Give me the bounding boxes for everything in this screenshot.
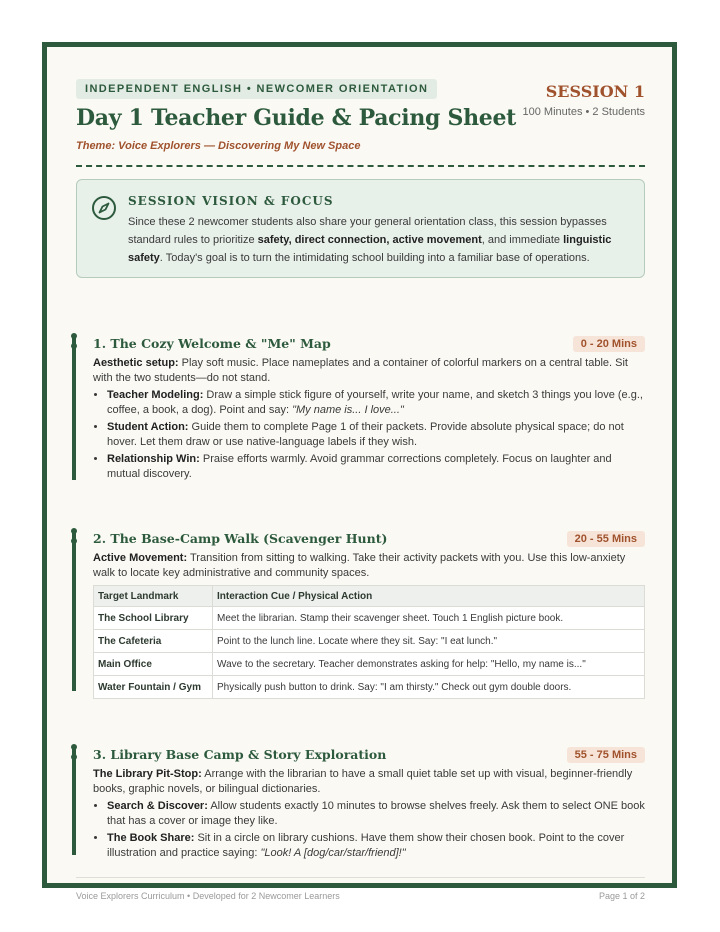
landmark-cell: The School Library [94, 607, 213, 630]
section-lead: The Library Pit-Stop: Arrange with the librarian to have a small quiet table set up with visual, beginner-friendly books, graphic novels, or bilingual dictionaries. [93, 768, 633, 795]
bullet-item: • Teacher Modeling: Draw a simple stick figure of yourself, write your name, and sketch 3 things you love (e.g., coffee, a book, a dog). Point and say: "My name is... I love..." [107, 388, 647, 417]
landmark-cell: Water Fountain / Gym [94, 676, 213, 699]
footer-divider [76, 877, 645, 878]
section-bullets [93, 388, 647, 484]
section-accent-bar [72, 336, 76, 480]
section-marker [71, 744, 77, 764]
header-divider [76, 165, 645, 167]
landmark-cell: The Cafeteria [94, 630, 213, 653]
bullet-item: • The Book Share: Sit in a circle on library cushions. Have them show their chosen book. Point to the cover illustration and practice saying: "Look! A [dog/car/star/friend]!" [107, 831, 647, 860]
theme-subtitle: Theme: Voice Explorers — Discovering My New Space [76, 140, 361, 152]
landmark-table [93, 585, 645, 699]
vision-box [76, 179, 645, 278]
time-badge: 20 - 55 Mins [567, 531, 645, 547]
section-accent-bar [72, 531, 76, 691]
session-meta: 100 Minutes • 2 Students [522, 106, 645, 118]
landmark-cell: Main Office [94, 653, 213, 676]
section-lead: Active Movement: Transition from sitting to walking. Take their activity packets with you. Use this low-anxiety walk to locate key administrative and community spaces. [93, 552, 626, 579]
time-badge: 0 - 20 Mins [573, 336, 645, 352]
section-title: 2. The Base-Camp Walk (Scavenger Hunt) [93, 531, 388, 546]
action-cell: Physically push button to drink. Say: "I am thirsty." Check out gym double doors. [213, 676, 645, 699]
bullet-item: • Student Action: Guide them to complete Page 1 of their packets. Provide absolute physical space; do not hover. Let them draw or use native-language labels if they wish. [107, 420, 647, 449]
table-row [94, 676, 645, 699]
footer-credit: Voice Explorers Curriculum • Developed for 2 Newcomer Learners [76, 891, 340, 901]
page-content [76, 79, 645, 901]
table-row [94, 607, 645, 630]
action-cell: Wave to the secretary. Teacher demonstrates asking for help: "Hello, my name is..." [213, 653, 645, 676]
session-label: SESSION 1 [545, 82, 645, 101]
column-header: Interaction Cue / Physical Action [213, 586, 645, 607]
action-cell: Meet the librarian. Stamp their scavenger sheet. Touch 1 English picture book. [213, 607, 645, 630]
section-marker [71, 528, 77, 548]
section-title: 3. Library Base Camp & Story Exploration [93, 747, 387, 762]
page-number: Page 1 of 2 [598, 891, 645, 901]
section-lead: Aesthetic setup: Play soft music. Place nameplates and a container of colorful markers on a central table. Sit with the two students—do not stand. [93, 357, 628, 384]
section-marker [71, 333, 77, 353]
page-title: Day 1 Teacher Guide & Pacing Sheet [76, 105, 517, 131]
section-title: 1. The Cozy Welcome & "Me" Map [93, 336, 331, 351]
vision-title: SESSION VISION & FOCUS [128, 194, 334, 208]
table-header-row [94, 586, 645, 607]
bullet-item: • Relationship Win: Praise efforts warmly. Avoid grammar corrections completely. Focus on laughter and mutual discovery. [107, 452, 647, 481]
vision-text: Since these 2 newcomer students also share your general orientation class, this session bypasses standard rules to prioritize safety, direct connection, active movement, and immediate linguistic safety. Today's goal is to turn the intimidating school building into a familiar base of operations. [128, 216, 612, 264]
compass-icon [91, 195, 117, 221]
time-badge: 55 - 75 Mins [567, 747, 645, 763]
bullet-item: • Search & Discover: Allow students exactly 10 minutes to browse shelves freely. Ask them to select ONE book that has a cover or image they like. [107, 799, 647, 828]
guide-page [42, 42, 677, 901]
program-tag: INDEPENDENT ENGLISH • NEWCOMER ORIENTATION [76, 79, 437, 99]
table-row [94, 653, 645, 676]
section-bullets [93, 799, 647, 863]
column-header: Target Landmark [94, 586, 213, 607]
action-cell: Point to the lunch line. Locate where they sit. Say: "I eat lunch." [213, 630, 645, 653]
table-row [94, 630, 645, 653]
